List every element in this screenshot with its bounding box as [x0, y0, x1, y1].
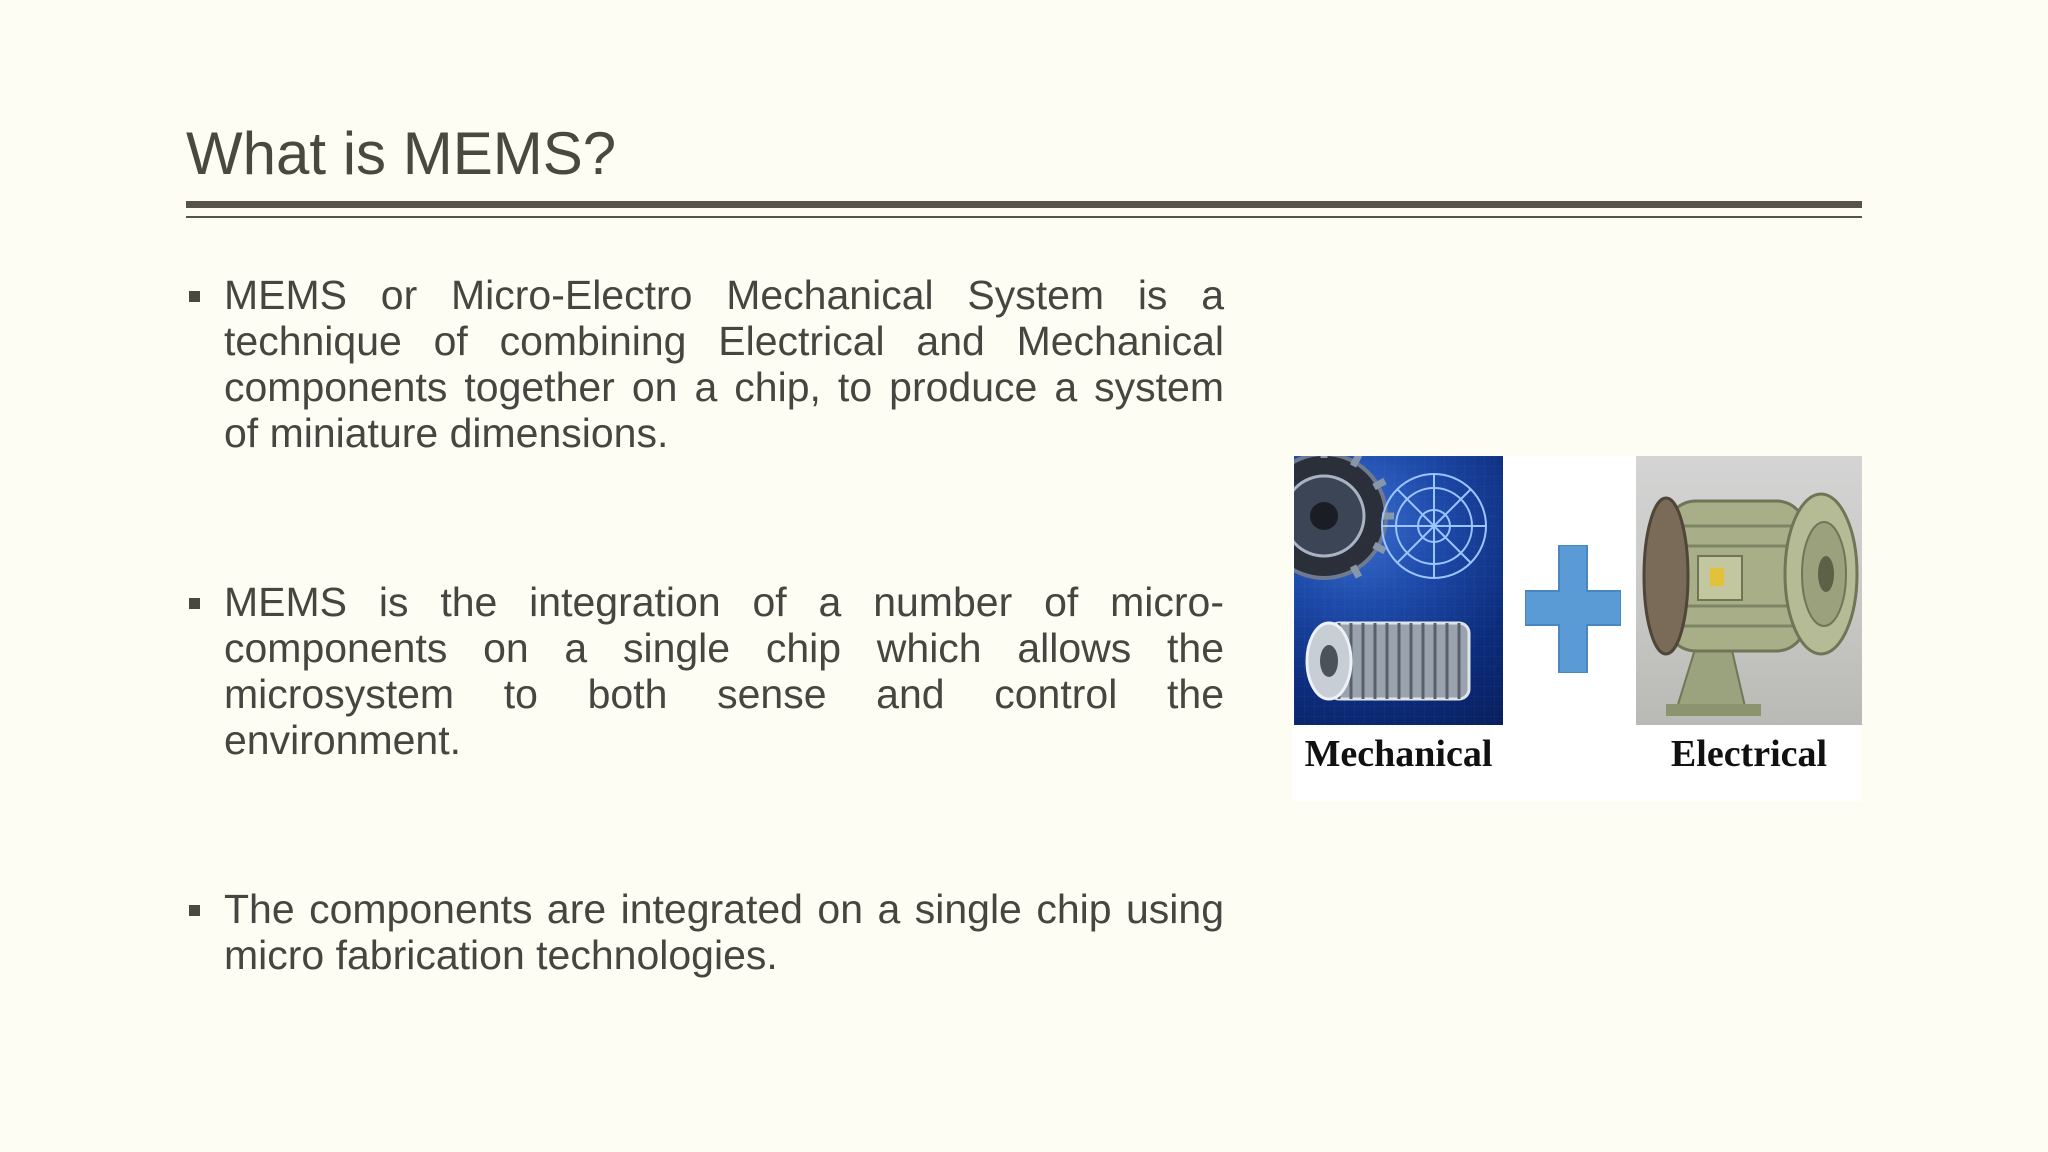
- title-divider-thick: [186, 201, 1862, 208]
- slide-title: What is MEMS?: [186, 120, 617, 187]
- square-bullet-icon: [189, 905, 200, 916]
- electrical-caption: Electrical: [1670, 733, 1828, 775]
- title-divider-thin: [186, 216, 1862, 218]
- square-bullet-icon: [189, 291, 200, 302]
- bullet-text: MEMS is the integration of a number of micro-components on a single chip which allows the microsystem to both sense and control the environment.: [224, 579, 1224, 763]
- electric-motor-illustration-icon: [1636, 456, 1862, 725]
- gears-illustration-icon: [1294, 456, 1503, 725]
- mechanical-caption: Mechanical: [1304, 733, 1493, 775]
- plus-icon: [1525, 545, 1621, 673]
- bullet-text: MEMS or Micro-Electro Mechanical System is a technique of combining Electrical and Mechanical components together on a chip, to produce a system of miniature dimensions.: [224, 272, 1224, 456]
- square-bullet-icon: [189, 598, 200, 609]
- bullet-text: The components are integrated on a single chip using micro fabrication technologies.: [224, 886, 1224, 978]
